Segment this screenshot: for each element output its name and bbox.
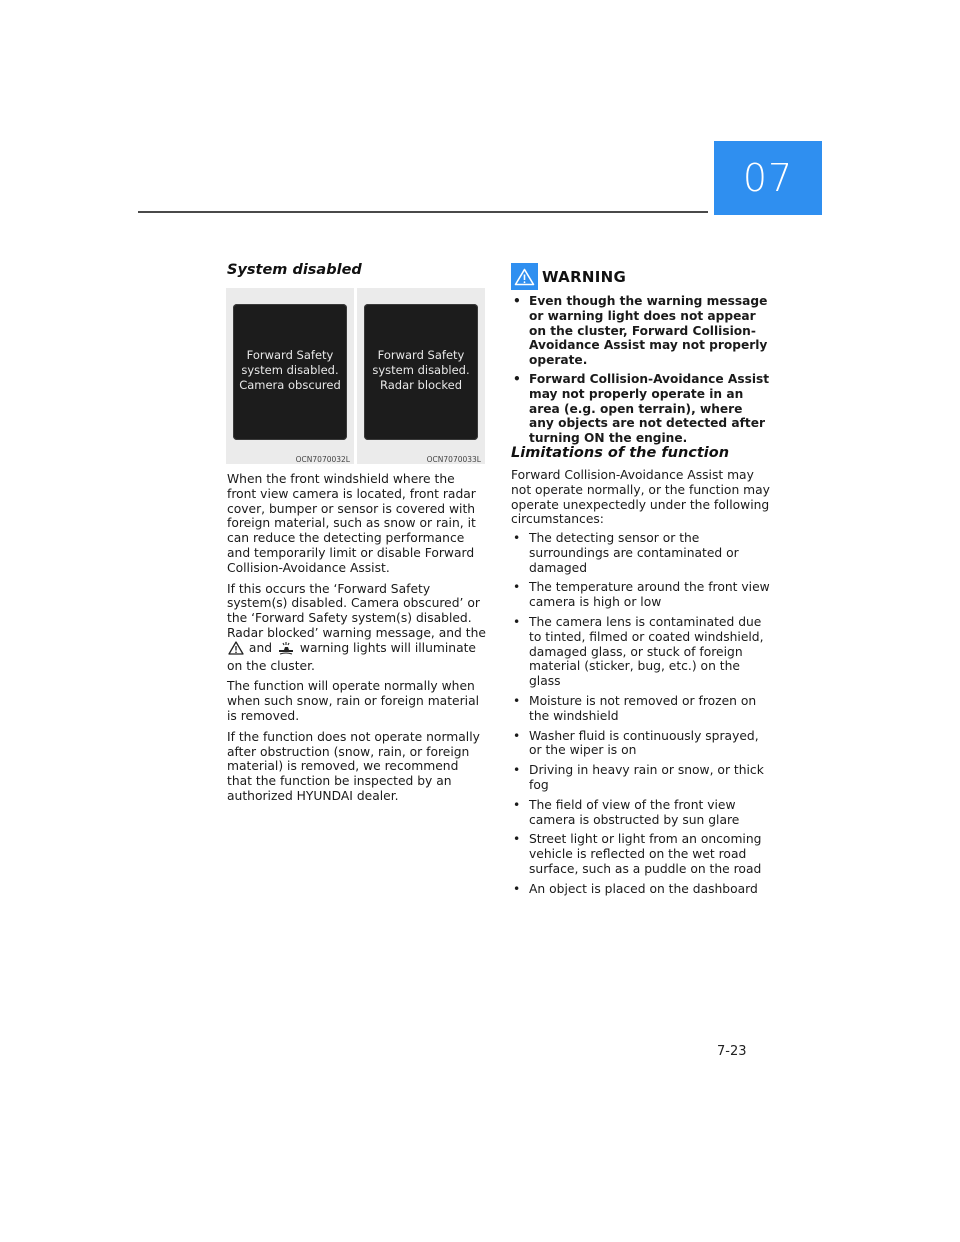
section-title: System disabled xyxy=(227,262,362,278)
warning-label: WARNING xyxy=(542,267,627,286)
list-item: • Street light or light from an oncoming vehicle is reflected on the wet road surface, such as a puddle on the road xyxy=(511,832,773,876)
page-number: 7-23 xyxy=(717,1044,747,1059)
collision-warning-icon xyxy=(277,641,295,659)
left-body-text xyxy=(227,472,487,810)
cluster-message-line: Forward Safety xyxy=(246,348,334,362)
list-item: • Moisture is not removed or frozen on the windshield xyxy=(511,694,773,724)
list-item: • Driving in heavy rain or snow, or thick fog xyxy=(511,763,773,793)
limitations-list xyxy=(511,531,773,902)
figure-code: OCN7070032L xyxy=(295,455,350,464)
figure-camera-obscured xyxy=(226,288,354,464)
header-rule xyxy=(138,211,708,213)
cluster-display xyxy=(364,304,478,440)
paragraph: When the front windshield where the front view camera is located, front radar cover, bumper or sensor is covered with foreign material, such as snow or rain, it can reduce the detecting performance and temporarily limit or disable Forward Collision-Avoidance Assist. xyxy=(227,472,476,575)
cluster-message-line: Forward Safety xyxy=(377,348,465,362)
paragraph: If the function does not operate normally after obstruction (snow, rain, or foreign material) is removed, we recommend that the function be inspected by an authorized HYUNDAI dealer. xyxy=(227,729,480,803)
warning-item: • Forward Collision-Avoidance Assist may not properly operate in an area (e.g. open terrain), where any objects are not detected after turning ON the engine. xyxy=(511,372,771,446)
paragraph-text: If this occurs the ‘Forward Safety system(s) disabled. Camera obscured’ or the ‘Forward Safety system(s) disabled. Radar blocked’ warning message, and the xyxy=(227,581,486,640)
cluster-message-line: Camera obscured xyxy=(239,378,341,392)
cluster-display xyxy=(233,304,347,440)
warning-triangle-icon xyxy=(511,263,538,290)
list-item: • The detecting sensor or the surroundings are contaminated or damaged xyxy=(511,531,773,575)
limitations-title: Limitations of the function xyxy=(511,445,730,461)
cluster-message xyxy=(364,348,478,393)
cluster-message xyxy=(233,348,347,393)
list-item: • The camera lens is contaminated due to tinted, filmed or coated windshield, damaged glass, or stuck of foreign material (sticker, bug, etc.) on the glass xyxy=(511,615,773,689)
cluster-message-line: Radar blocked xyxy=(380,378,462,392)
chapter-number: 07 xyxy=(742,156,794,200)
warning-item: • Even though the warning message or warning light does not appear on the cluster, Forward Collision-Avoidance Assist may not properly operate. xyxy=(511,294,771,368)
figure-radar-blocked xyxy=(357,288,485,464)
paragraph-text: warning lights will illuminate on the cluster. xyxy=(227,640,476,673)
paragraph-text: and xyxy=(248,640,273,655)
warning-header xyxy=(511,263,626,290)
cluster-message-line: system disabled. xyxy=(372,363,470,377)
paragraph: The function will operate normally when when such snow, rain or foreign material is removed. xyxy=(227,679,480,723)
paragraph-with-icons xyxy=(227,582,487,674)
list-item: • The temperature around the front view camera is high or low xyxy=(511,580,773,610)
list-item: • The field of view of the front view camera is obstructed by sun glare xyxy=(511,798,773,828)
list-item: • An object is placed on the dashboard xyxy=(511,882,773,897)
chapter-tab xyxy=(714,141,822,215)
cluster-message-line: system disabled. xyxy=(241,363,339,377)
limitations-intro: Forward Collision-Avoidance Assist may not operate normally, or the function may operate unexpectedly under the following circumstances: xyxy=(511,468,770,527)
warning-list xyxy=(511,294,771,450)
list-item: • Washer fluid is continuously sprayed, or the wiper is on xyxy=(511,729,773,759)
figure-code: OCN7070033L xyxy=(426,455,481,464)
warning-triangle-icon xyxy=(228,641,244,659)
